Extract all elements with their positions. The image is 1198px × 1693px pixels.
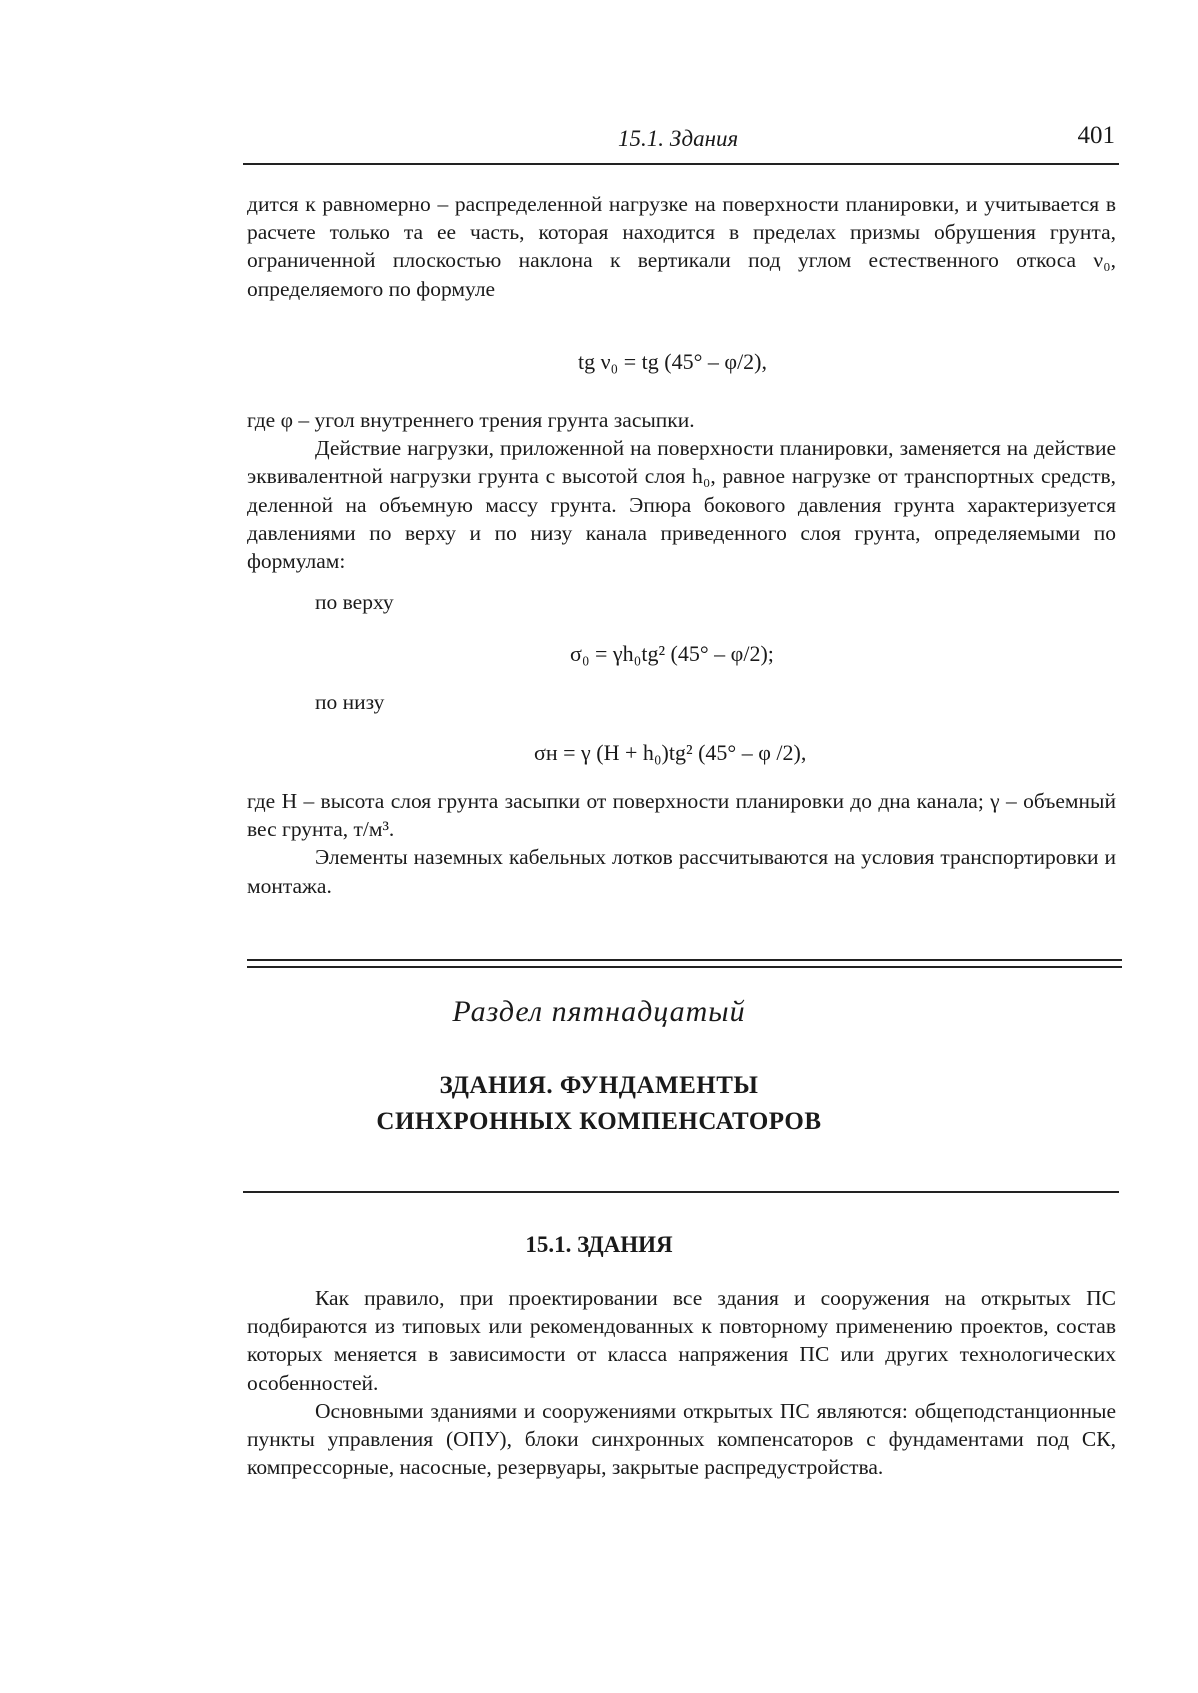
section-heading <box>0 1068 1198 1140</box>
section-heading-line-1: ЗДАНИЯ. ФУНДАМЕНТЫ <box>439 1072 759 1099</box>
section-rule-top <box>247 959 1122 961</box>
subsection-title: 15.1. ЗДАНИЯ <box>525 1232 673 1257</box>
continuation-paragraph <box>247 190 1116 303</box>
formula-sigma-0: σ₀ = γh₀tg² (45° – φ/2); <box>570 641 774 666</box>
paragraph-where: где H – высота слоя грунта засыпки от поверхности планировки до дна канала; γ – объемный вес грунта, т/м³. <box>247 789 1116 842</box>
body-block-1 <box>247 406 1116 575</box>
section-rule-bottom <box>247 966 1122 968</box>
section-kicker: Раздел пятнадцатый <box>452 995 746 1028</box>
formula-sigma-h: σн = γ (H + h₀)tg² (45° – φ /2), <box>534 740 807 765</box>
paragraph: дится к равномерно – распределенной нагрузке на поверхности планировки, и учитывается в расчете только та ее часть, которая находится в пределах призмы обрушения грунта, ограниченной плоскостью наклона к вертикали под углом естественного откоса ν₀, определяемого по формуле <box>247 192 1116 301</box>
label-bottom: по низу <box>315 690 385 714</box>
paragraph: Основными зданиями и сооружениями открытых ПС являются: общеподстанционные пункты управления (ОПУ), блоки синхронных компенсаторов с фундаментами под СК, компрессорные, насосные, резервуары, закрытые распредустройства. <box>247 1398 1116 1480</box>
header-rule <box>243 163 1119 165</box>
body-block-3 <box>247 1284 1116 1481</box>
paragraph: Как правило, при проектировании все здания и сооружения на открытых ПС подбираются из типовых или рекомендованных к повторному применению проектов, состав которых меняется в зависимости от класса напряжения ПС или других технологических особенностей. <box>247 1286 1116 1395</box>
section-heading-line-2: СИНХРОННЫХ КОМПЕНСАТОРОВ <box>376 1108 822 1135</box>
paragraph-phi: где φ – угол внутреннего трения грунта засыпки. <box>247 408 695 432</box>
running-title: 15.1. Здания <box>618 126 739 151</box>
section-divider <box>243 1191 1119 1193</box>
running-header <box>243 118 1119 158</box>
paragraph-load: Действие нагрузки, приложенной на поверхности планировки, заменяется на действие эквивалентной нагрузки грунта с высотой слоя h₀, равное нагрузке от транспортных средств, деленной на объемную массу грунта. Эпюра бокового давления грунта характеризуется давлениями по верху и по низу канала приведенного слоя грунта, определяемыми по формулам: <box>247 436 1116 574</box>
formula-tg-nu: tg ν₀ = tg (45° – φ/2), <box>578 349 768 374</box>
page-number: 401 <box>1077 122 1115 149</box>
body-block-2 <box>247 787 1116 900</box>
label-top: по верху <box>315 590 394 614</box>
paragraph-elements: Элементы наземных кабельных лотков рассчитываются на условия транспортировки и монтажа. <box>247 845 1116 898</box>
